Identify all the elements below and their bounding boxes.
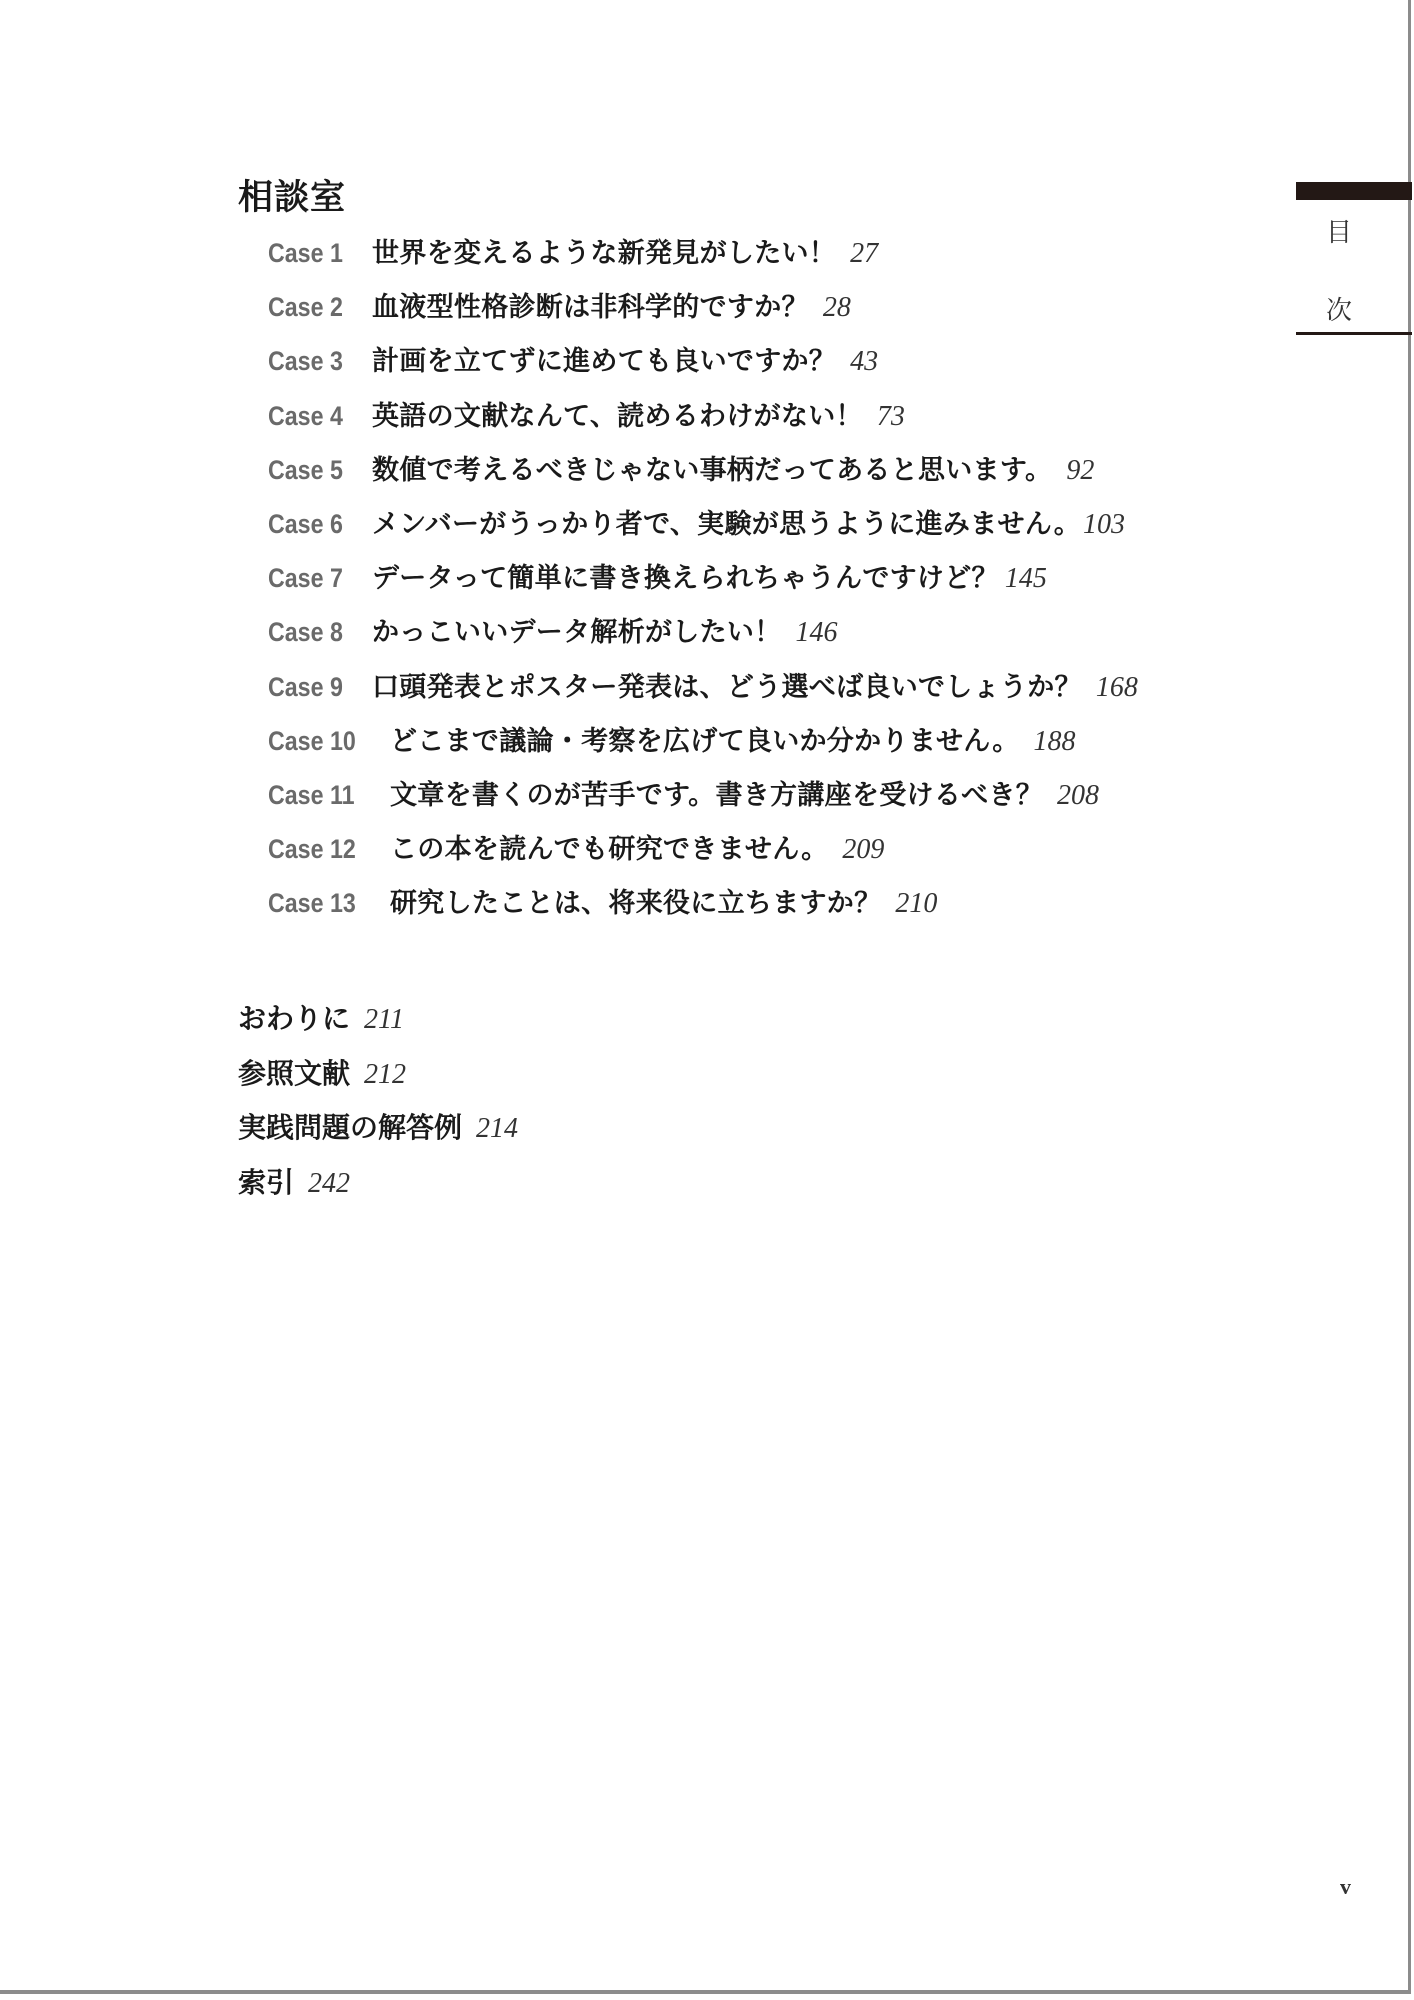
side-tab-char-2: 次 <box>1325 296 1352 326</box>
case-title: 計画を立てずに進めても良いですか？ <box>372 346 837 378</box>
toc-entry-index[interactable] <box>238 1156 1138 1211</box>
case-title: 世界を変えるような新発見がしたい！ <box>372 238 837 269</box>
entry-title: 実践問題の解答例 <box>238 1111 463 1145</box>
toc-entry-references[interactable] <box>238 1047 1138 1102</box>
toc-entry-case-2[interactable] <box>268 280 1138 334</box>
case-title: 文章を書くのが苦手です。書き方講座を受けるべき？ <box>390 779 1044 811</box>
page-number: 242 <box>308 1167 351 1199</box>
page-number: 146 <box>795 617 838 649</box>
toc-entry-afterword[interactable] <box>238 992 1138 1047</box>
toc-entry-case-3[interactable] <box>268 334 1138 388</box>
case-title: データって簡単に書き換えられちゃうんですけど？ <box>372 563 999 595</box>
case-list <box>238 226 1138 930</box>
toc-entry-case-7[interactable] <box>268 551 1138 605</box>
entry-title: 索引 <box>238 1165 295 1199</box>
page-number: 27 <box>850 238 879 269</box>
case-title: どこまで議論・考察を広げて良いか分かりません。 <box>390 725 1020 757</box>
toc-entry-case-9[interactable] <box>268 660 1138 714</box>
page-number: 73 <box>876 400 905 432</box>
page-number: 168 <box>1095 671 1138 703</box>
toc-entry-case-8[interactable] <box>268 605 1138 659</box>
toc-entry-answer-examples[interactable] <box>238 1101 1138 1156</box>
page-number: 210 <box>895 888 938 920</box>
case-label: Case 13 <box>268 888 356 919</box>
case-label: Case 11 <box>268 779 355 810</box>
case-label: Case 9 <box>268 671 343 702</box>
back-matter-list <box>238 992 1138 1210</box>
case-label: Case 6 <box>268 508 343 539</box>
case-title: 英語の文献なんて、読めるわけがない！ <box>372 400 863 432</box>
section-title: 相談室 <box>238 178 347 218</box>
case-title: 血液型性格診断は非科学的ですか？ <box>372 292 809 324</box>
toc-entry-case-6[interactable] <box>268 497 1138 551</box>
toc-entry-case-12[interactable] <box>268 822 1138 876</box>
side-tab-char-1: 目 <box>1325 218 1352 248</box>
side-tab-bottom-bar <box>1296 332 1412 335</box>
page-edge-bottom <box>0 1990 1411 1994</box>
case-label: Case 10 <box>268 725 356 756</box>
page-number: 43 <box>850 346 879 378</box>
side-tab-top-bar <box>1296 182 1412 200</box>
page-number: 188 <box>1033 725 1076 757</box>
page-number: 209 <box>842 834 885 866</box>
page-number: 92 <box>1066 454 1095 486</box>
entry-title: おわりに <box>238 1002 351 1036</box>
case-title: 数値で考えるべきじゃない事柄だってあると思います。 <box>372 454 1053 486</box>
page-number: 208 <box>1057 779 1100 811</box>
case-label: Case 7 <box>268 563 343 594</box>
page-number: 145 <box>1004 563 1047 595</box>
toc-entry-case-1[interactable] <box>268 226 1138 280</box>
case-title: メンバーがうっかり者で、実験が思うように進みません。 <box>372 508 1081 540</box>
case-label: Case 1 <box>268 238 343 268</box>
case-title: 研究したことは、将来役に立ちますか？ <box>390 888 882 920</box>
case-label: Case 8 <box>268 617 343 648</box>
page-number: 103 <box>1083 508 1125 540</box>
page-folio: v <box>1340 1874 1351 1899</box>
toc-entry-case-4[interactable] <box>268 389 1138 443</box>
page-number: 214 <box>476 1113 519 1145</box>
case-title: この本を読んでも研究できません。 <box>390 834 829 866</box>
case-label: Case 5 <box>268 454 343 485</box>
case-label: Case 12 <box>268 834 356 865</box>
case-title: かっこいいデータ解析がしたい！ <box>372 617 782 649</box>
toc-entry-case-5[interactable] <box>268 443 1138 497</box>
table-of-contents <box>238 170 1138 1210</box>
side-index-tab <box>1296 182 1412 338</box>
case-title: 口頭発表とポスター発表は、どう選べば良いでしょうか？ <box>372 671 1082 703</box>
case-label: Case 2 <box>268 292 343 323</box>
case-label: Case 4 <box>268 400 343 431</box>
page-number: 211 <box>364 1004 404 1036</box>
toc-entry-case-10[interactable] <box>268 714 1138 768</box>
toc-entry-case-13[interactable] <box>268 876 1138 930</box>
toc-entry-case-11[interactable] <box>268 768 1138 822</box>
entry-title: 参照文献 <box>238 1056 351 1090</box>
page-number: 28 <box>822 292 851 324</box>
case-label: Case 3 <box>268 346 343 377</box>
page-number: 212 <box>364 1058 407 1090</box>
